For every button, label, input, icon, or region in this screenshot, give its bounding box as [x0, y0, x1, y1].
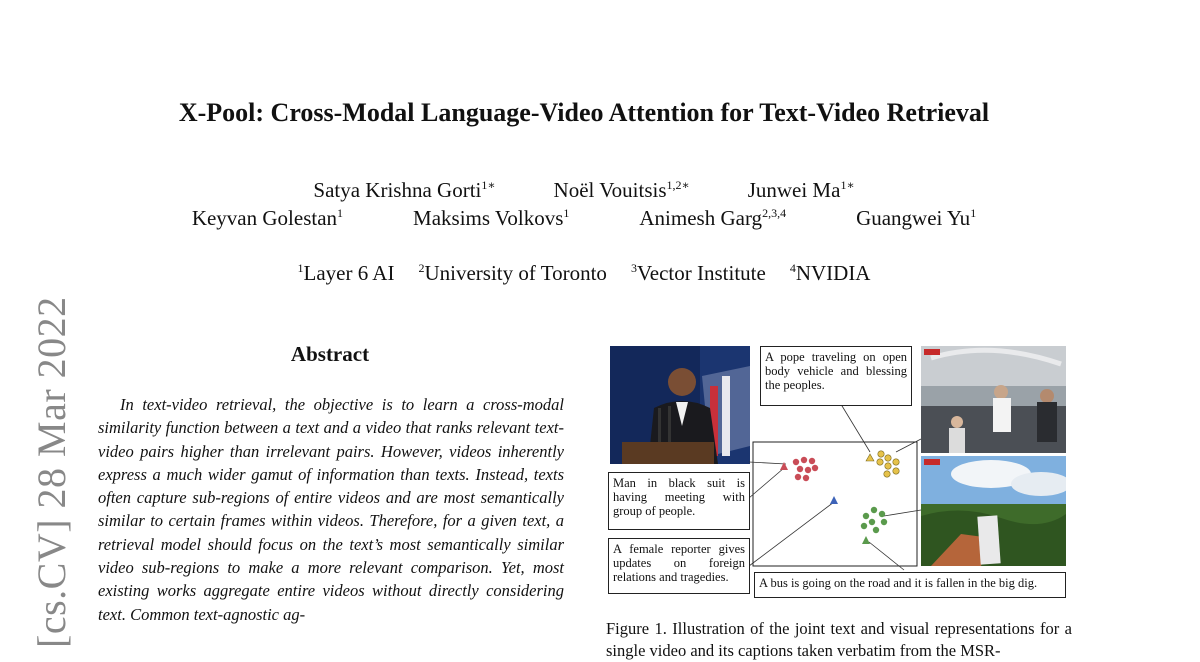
author: Satya Krishna Gorti$^{1∗}$: [313, 178, 496, 202]
affiliation: $^3$Vector Institute: [630, 261, 766, 285]
cluster-green: [861, 507, 887, 544]
connector-line: [749, 462, 786, 464]
caption-box-pope: A pope traveling on open body vehicle and blessing the peoples.: [760, 346, 912, 406]
author: Keyvan Golestan$^1$: [191, 206, 344, 230]
connector-line: [884, 510, 921, 516]
affiliations: [0, 261, 1168, 286]
cluster-yellow: [866, 451, 899, 477]
arxiv-stamp: [cs.CV] 28 Mar 2022: [29, 296, 74, 648]
author: Guangwei Yu$^1$: [856, 206, 977, 230]
author: Animesh Garg$^{2,3,4}$: [639, 206, 787, 230]
author: Noël Vouitsis$^{1,2∗}$: [553, 178, 690, 202]
marker-blue: [830, 496, 838, 504]
connector-line: [749, 502, 834, 566]
connector-line: [749, 468, 784, 498]
affiliation: $^1$Layer 6 AI: [297, 261, 395, 285]
figure-caption: Figure 1. Illustration of the joint text and visual representations for a single video and its captions taken verbatim from the MSR-: [606, 619, 1072, 660]
figure-1: [608, 344, 1068, 600]
caption-box-man: Man in black suit is having meeting with group of people.: [608, 472, 750, 530]
affiliation: $^2$University of Toronto: [418, 261, 607, 285]
cluster-red: [780, 457, 818, 481]
abstract-text: In text-video retrieval, the objective is to learn a cross-modal similarity function between a text and a video that ranks relevant text-video pairs higher than irrelevant pairs. However, videos inherently express a much wider gamut of information than texts. Instead, texts often capture sub-regions of entire videos and are most semantically similar to certain frames within videos. Therefore, for a given text, a retrieval model should focus on the text’s most semantically similar video sub-regions to make a more relevant comparison. Yet, most existing works aggregate entire videos without directly considering text. Common text-agnostic ag-: [98, 395, 564, 624]
caption-box-reporter: A female reporter gives updates on foreign relations and tragedies.: [608, 538, 750, 594]
author: Maksims Volkovs$^1$: [413, 206, 570, 230]
abstract-heading: Abstract: [290, 342, 370, 366]
caption-box-bus: A bus is going on the road and it is fallen in the big dig.: [754, 572, 1066, 598]
paper-title: X-Pool: Cross-Modal Language-Video Attention for Text-Video Retrieval: [178, 98, 990, 127]
authors-row-1: [0, 178, 1168, 203]
affiliation: $^4$NVIDIA: [789, 261, 871, 285]
author: Junwei $Ma^{1∗}$: [747, 178, 855, 202]
authors-row-2: [0, 206, 1168, 231]
